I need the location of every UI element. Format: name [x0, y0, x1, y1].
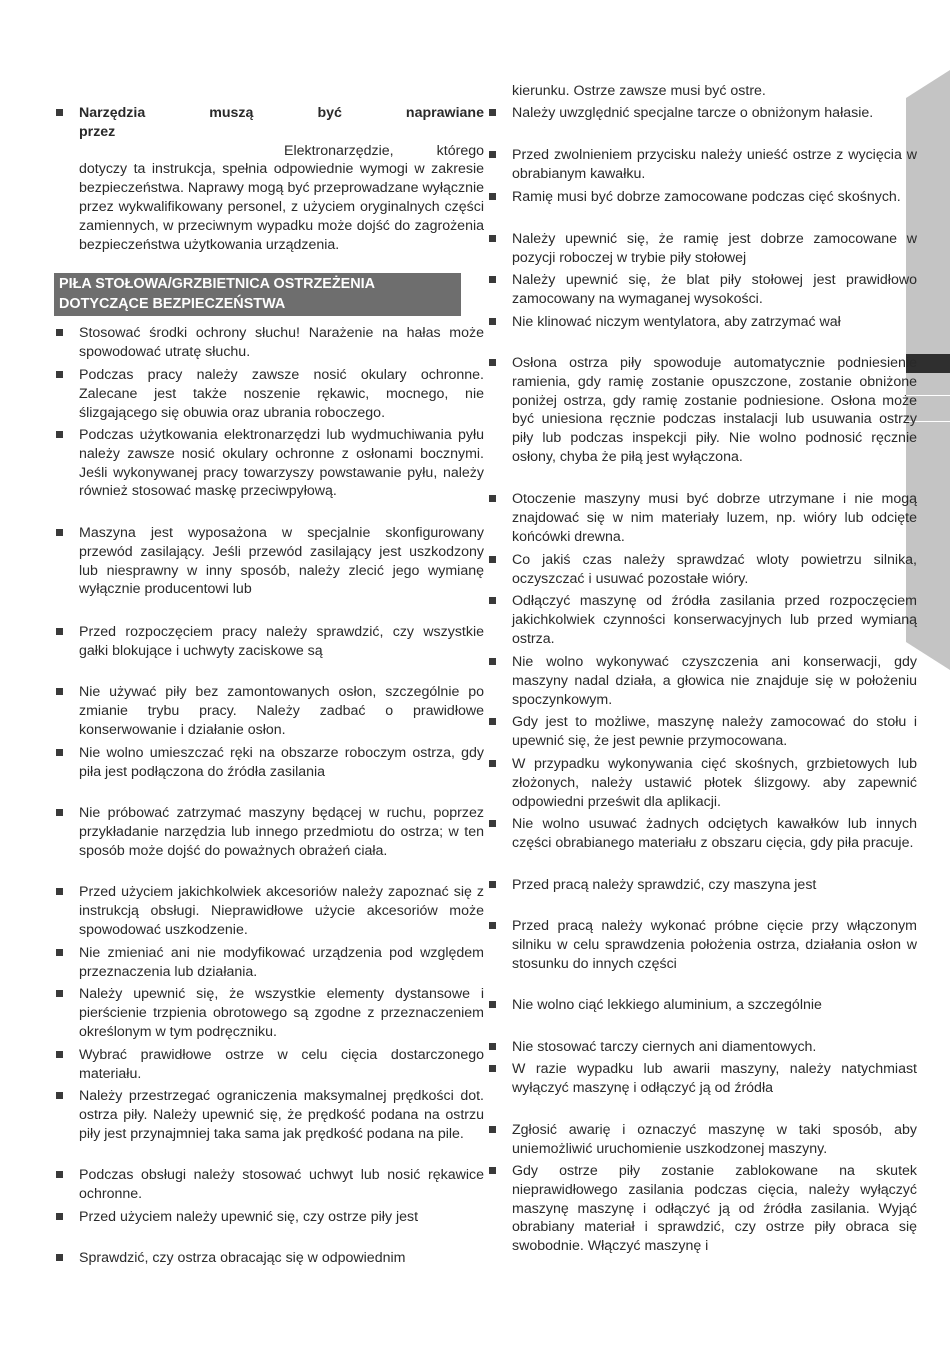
bullet-icon [56, 688, 63, 695]
list-item: Przed użyciem jakichkolwiek akcesoriów należy zapoznać się z instrukcją obsługi. Nieprawidłowe użycie akcesoriów może spowodować uszkodzenie. [56, 883, 484, 939]
bullet-icon [56, 1254, 63, 1261]
list-item: W razie wypadku lub awarii maszyny, należy natychmiast wyłączyć maszynę i odłączyć ją od źródła [489, 1060, 917, 1098]
list-item: Należy przestrzegać ograniczenia maksymalnej prędkości dot. ostrza piły. Należy upewnić się, że prędkość podana na ostrzu piły jest przynajmniej taka sama jak prędkość podana na pile. [56, 1087, 484, 1143]
bullet-icon [489, 1065, 496, 1072]
list-item: Osłona ostrza piły spowoduje automatycznie podniesienie ramienia, gdy ramię zostanie opuszczone, zostanie obniżone poniżej ostrza, gdy ramię zostanie podniesione. Osłona może być uniesiona ręcznie podczas instalacji lub usuwania ostrzy piły lub podczas inspekcji piły. Nie wolno podnosić ręcznie osłony, chyba że piłą jest wyłączona. [489, 354, 917, 467]
list-item: Otoczenie maszyny musi być dobrze utrzymane i nie mogą znajdować się w nim materiały luzem, np. wióry lub odcięte końcówki drewna. [489, 490, 917, 546]
list-item: Co jakiś czas należy sprawdzać wloty powietrzu silnika, oczyszczać i usuwać pozostałe wióry. [489, 551, 917, 589]
list-item: Nie używać piły bez zamontowanych osłon, szczególnie po zmianie trybu pracy. Należy zadbać o prawidłowe konserwowanie i działanie osłon. [56, 683, 484, 739]
bullet-icon [56, 329, 63, 336]
continuation-text: kierunku. Ostrze zawsze musi być ostre. [512, 83, 766, 99]
bullet-icon [489, 1043, 496, 1050]
section-title: PIŁA STOŁOWA/GRZBIETNICA OSTRZEŻENIA DOTYCZĄCE BEZPIECZEŃSTWA [54, 273, 461, 316]
bullet-icon [56, 949, 63, 956]
bullet-icon [56, 990, 63, 997]
list-item: Należy upewnić się, że blat piły stołowej jest prawidłowo zamocowany na wymaganej wysokości. [489, 271, 917, 309]
list-item: Nie wolno ciąć lekkiego aluminium, a szczególnie [489, 996, 917, 1015]
bullet-icon [56, 529, 63, 536]
bullet-icon [489, 235, 496, 242]
bullet-icon [489, 922, 496, 929]
list-item: Podczas użytkowania elektronarzędzi lub wydmuchiwania pyłu należy zawsze nosić okulary ochronne z osłonami bocznymi. Jeśli wykonywanej pracy towarzyszy powstawanie pyłu, należy również stosować maskę przeciwpyłową. [56, 426, 484, 501]
bullet-icon [489, 359, 496, 366]
list-item: Odłączyć maszynę od źródła zasilania przed rozpoczęciem jakichkolwiek czynności konserwacyjnych lub przed wymianą ostrza. [489, 592, 917, 648]
bullet-icon [489, 318, 496, 325]
bullet-icon [56, 109, 63, 116]
bullet-icon [489, 193, 496, 200]
bullet-icon [489, 597, 496, 604]
item-bold: Narzędzia muszą być naprawiane przez [79, 105, 484, 140]
bullet-icon [489, 276, 496, 283]
list-item: Nie zmieniać ani nie modyfikować urządzenia pod względem przeznaczenia lub działania. [56, 944, 484, 982]
bullet-icon [489, 820, 496, 827]
bullet-icon [489, 760, 496, 767]
list-item: Nie wolno umieszczać ręki na obszarze roboczym ostrza, gdy piła jest podłączona do źródła zasilania [56, 744, 484, 782]
list-item: Zgłosić awarię i oznaczyć maszynę w taki sposób, aby uniemożliwić uruchomienie uszkodzonej maszyny. [489, 1121, 917, 1159]
list-item: Należy upewnić się, że ramię jest dobrze zamocowane w pozycji roboczej w trybie piły stołowej [489, 230, 917, 268]
bullet-icon [489, 556, 496, 563]
list-item [56, 104, 484, 254]
list-item: Nie wolno wykonywać czyszczenia ani konserwacji, gdy maszyny nadal działa, a głowica nie znajduje się w położeniu spoczynkowym. [489, 653, 917, 709]
bullet-icon [56, 749, 63, 756]
bullet-icon [489, 718, 496, 725]
list-item: Wybrać prawidłowe ostrze w celu cięcia dostarczonego materiału. [56, 1046, 484, 1084]
list-item: Podczas obsługi należy stosować uchwyt lub nosić rękawice ochronne. [56, 1166, 484, 1204]
list-item: Przed użyciem należy upewnić się, czy ostrze piły jest [56, 1208, 484, 1227]
list-item: Nie próbować zatrzymać maszyny będącej w ruchu, poprzez przykładanie narzędzia lub innego przedmiotu do ostrza; w ten sposób może dojść do poważnych obrażeń ciała. [56, 804, 484, 860]
bullet-icon [489, 1167, 496, 1174]
list-item: Maszyna jest wyposażona w specjalnie skonfigurowany przewód zasilający. Jeśli przewód zasilający jest uszkodzony lub niesprawny w inny sposób, należy zlecić jego wymianę wyłącznie producentowi lub [56, 524, 484, 599]
bullet-icon [56, 1051, 63, 1058]
list-item: Przed pracą należy sprawdzić, czy maszyna jest [489, 876, 917, 895]
bullet-icon [56, 809, 63, 816]
bullet-icon [56, 431, 63, 438]
list-item: Należy uwzględnić specjalne tarcze o obniżonym hałasie. [489, 104, 917, 123]
list-item: Nie klinować niczym wentylatora, aby zatrzymać wał [489, 313, 917, 332]
bullet-icon [56, 1213, 63, 1220]
bullet-icon [489, 1126, 496, 1133]
bullet-icon [489, 881, 496, 888]
list-item: Sprawdzić, czy ostrza obracając się w odpowiednim [56, 1249, 484, 1268]
bullet-icon [56, 628, 63, 635]
list-item: Ramię musi być dobrze zamocowane podczas cięć skośnych. [489, 188, 917, 207]
list-item: Należy upewnić się, że wszystkie elementy dystansowe i pierścienie trzpienia obrotowego są zgodne z przeznaczeniem określonym w tym podręczniku. [56, 985, 484, 1041]
list-item: W przypadku wykonywania cięć skośnych, grzbietowych lub złożonych, należy ustawić płotek ślizgowy. aby zapewnić odpowiedni prześwit dla aplikacji. [489, 755, 917, 811]
bullet-icon [56, 1171, 63, 1178]
list-item: Gdy ostrze piły zostanie zablokowane na skutek nieprawidłowego zasilania podczas cięcia, należy wyłączyć maszynę maszynę i odłączyć ją od źródła zasilania. Wyjąć obrabiany materiał i sprawdzić, czy ostrze piły obraca się swobodnie. Włączyć maszynę i [489, 1162, 917, 1256]
list-item: Nie stosować tarczy ciernych ani diamentowych. [489, 1038, 917, 1057]
list-item: Przed pracą należy wykonać próbne cięcie przy włączonym silniku w celu sprawdzenia położenia ostrza, działania osłon w stosunku do innych części [489, 917, 917, 973]
bullet-icon [489, 658, 496, 665]
list-item: Przed rozpoczęciem pracy należy sprawdzić, czy wszystkie gałki blokujące i uchwyty zaciskowe są [56, 623, 484, 661]
list-item: Przed zwolnieniem przycisku należy unieść ostrze z wycięcia w obrabianym kawałku. [489, 146, 917, 184]
bullet-icon [56, 1092, 63, 1099]
bullet-icon [489, 495, 496, 502]
list-item: Gdy jest to możliwe, maszynę należy zamocować do stołu i upewnić się, że jest pewnie przymocowana. [489, 713, 917, 751]
bullet-icon [489, 109, 496, 116]
bullet-icon [489, 1001, 496, 1008]
list-item: Nie wolno usuwać żadnych odciętych kawałków lub innych części obrabianego materiału z obszaru cięcia, gdy piła pracuje. [489, 815, 917, 853]
item-text: Elektronarzędzie, którego dotyczy ta instrukcja, spełnia odpowiednie wymogi w zakresie bezpieczeństwa. Naprawy mogą być przeprowadzane wyłącznie przez wykwalifikowany personel, z użyciem oryginalnych części zamiennych, w przeciwnym wypadku może dojść do zagrożenia bezpieczeństwa użytkowania urządzenia. [79, 142, 484, 253]
list-item: Podczas pracy należy zawsze nosić okulary ochronne. Zalecane jest także noszenie rękawic, mocnego, nie ślizgającego się obuwia oraz ubrania roboczego. [56, 366, 484, 422]
list-item: Stosować środki ochrony słuchu! Narażenie na hałas może spowodować utratę słuchu. [56, 324, 484, 362]
bullet-icon [56, 371, 63, 378]
bullet-icon [489, 151, 496, 158]
bullet-icon [56, 888, 63, 895]
